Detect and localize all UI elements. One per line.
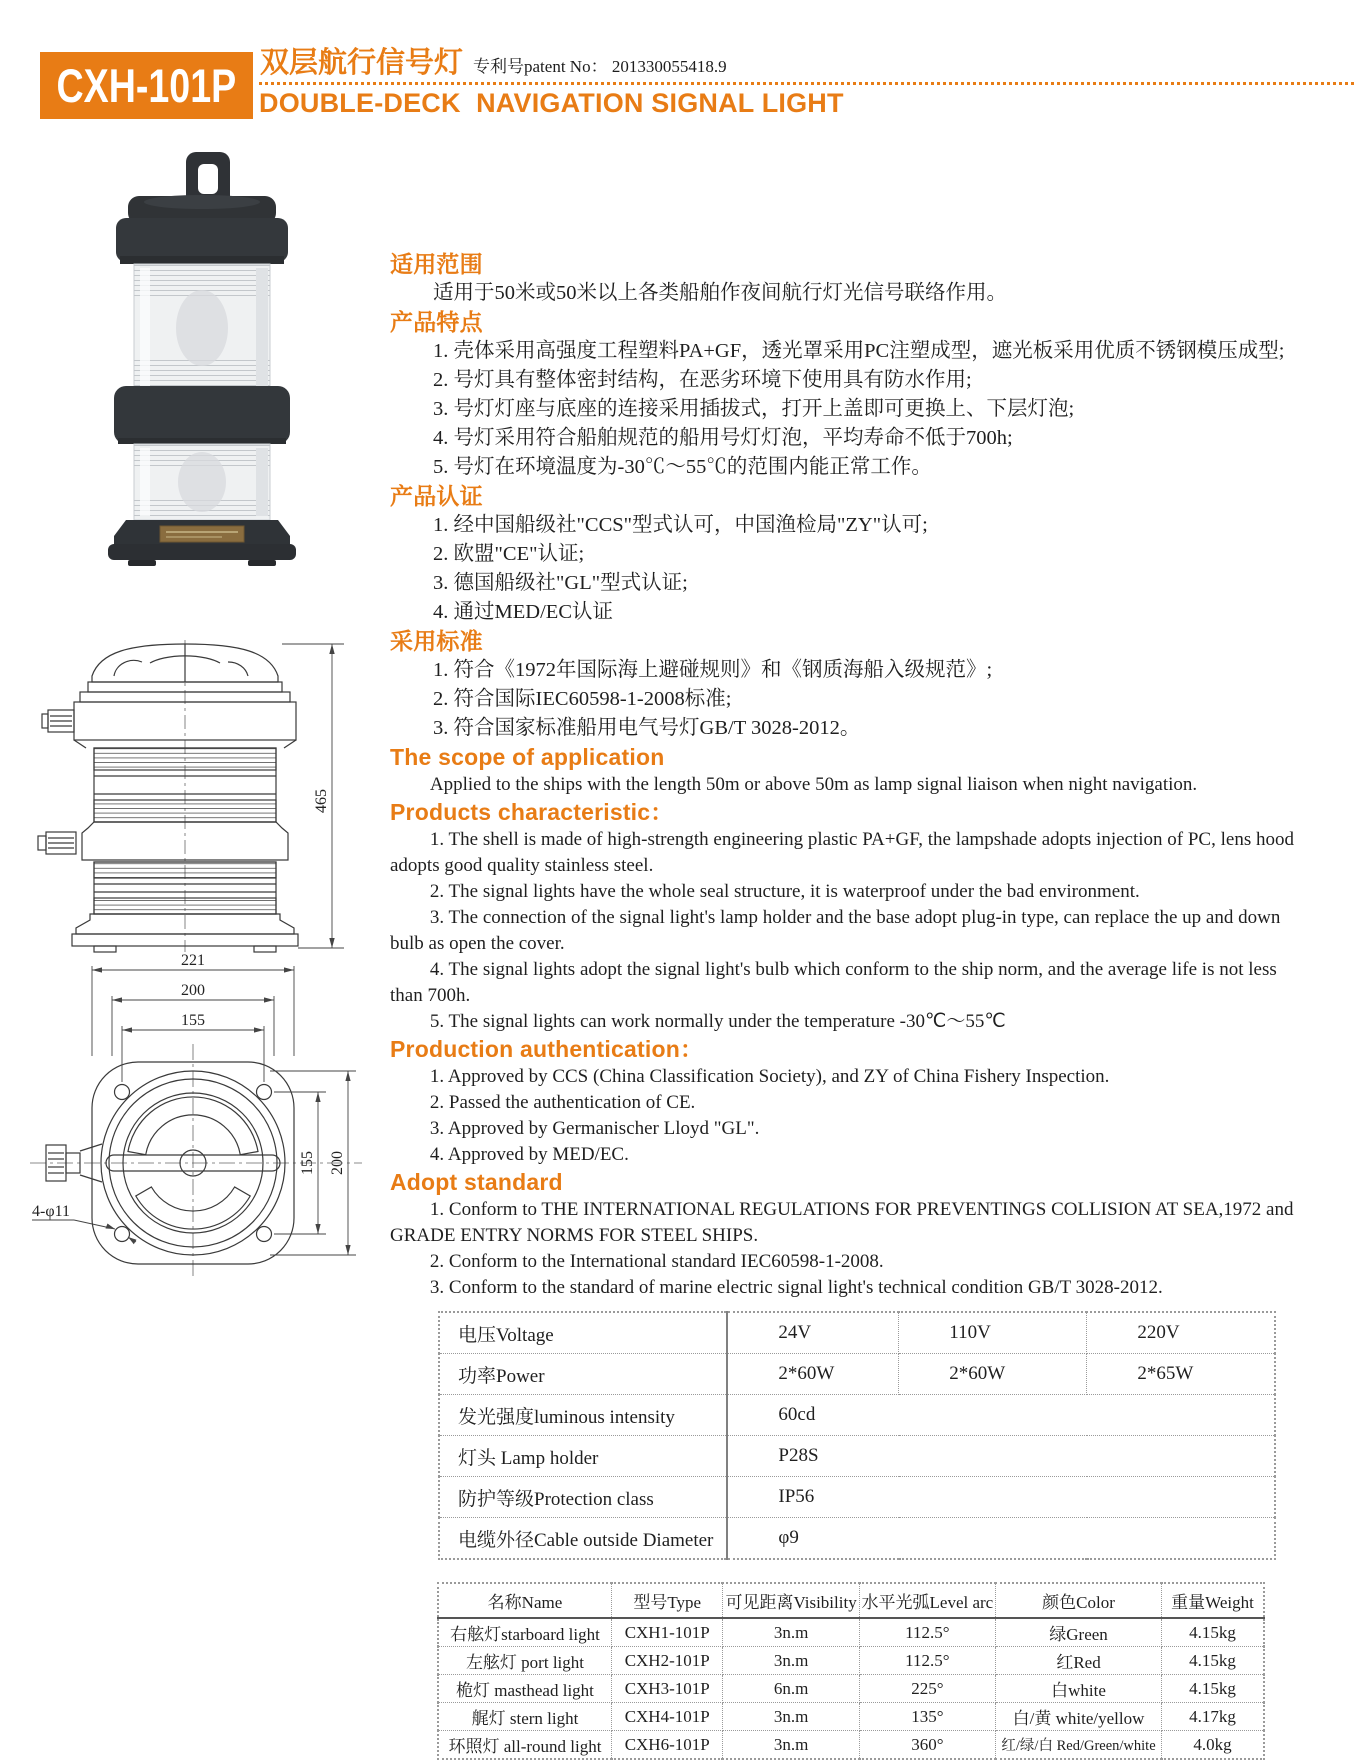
section-heading: Products characteristic： <box>390 799 674 825</box>
section-heading: Adopt standard <box>390 1169 563 1195</box>
spec-value: 2*65W <box>1087 1354 1275 1395</box>
cell-weight: 4.15kg <box>1162 1647 1264 1675</box>
cell-type: CXH2-101P <box>611 1647 723 1675</box>
spec-row-cable-diameter <box>439 1518 1275 1560</box>
column-header: 型号Type <box>611 1583 723 1618</box>
column-header: 名称Name <box>438 1583 611 1618</box>
section-heading: 适用范围 <box>390 251 483 277</box>
brand-model-badge <box>40 52 253 119</box>
paragraph: 适用于50米或50米以上各类船舶作夜间航行灯光信号联络作用。 <box>433 282 1008 304</box>
section-heading: Production authentication： <box>390 1036 704 1062</box>
paragraph: 4. Approved by MED/EC. <box>429 1144 629 1165</box>
photo-lower-lens <box>134 444 270 520</box>
spec-row-luminous-intensity <box>439 1395 1275 1436</box>
paragraph: 3. 号灯灯座与底座的连接采用插拔式，打开上盖即可更换上、下层灯泡; <box>433 398 1075 420</box>
cell-visibility: 3n.m <box>723 1731 859 1760</box>
cell-color: 红Red <box>996 1647 1162 1675</box>
paragraph: 1. Conform to THE INTERNATIONAL REGULATIONS FOR PREVENTINGS COLLISION AT SEA,1972 and GRADE ENTRY NORMS FOR STEEL SHIPS. <box>390 1199 1294 1246</box>
paragraph: 2. 符合国际IEC60598-1-2008标准; <box>433 688 732 710</box>
paragraph: 5. 号灯在环境温度为-30℃～55℃的范围内能正常工作。 <box>433 456 932 478</box>
section-features-cn <box>390 308 1302 482</box>
cell-color: 白/黄 white/yellow <box>996 1703 1162 1731</box>
spec-value: 2*60W <box>727 1354 898 1395</box>
cell-level-arc: 225° <box>859 1675 995 1703</box>
section-features-en <box>390 798 1302 1035</box>
paragraph: 3. Conform to the standard of marine electric signal light's technical condition GB/T 3028-2012. <box>429 1277 1163 1298</box>
side-view-drawing <box>30 636 360 958</box>
column-header: 重量Weight <box>1162 1583 1264 1618</box>
cell-type: CXH4-101P <box>611 1703 723 1731</box>
column-header: 可见距离Visibility <box>723 1583 859 1618</box>
header-title-row <box>260 40 727 81</box>
dim-200v-label: 200 <box>329 1151 346 1175</box>
product-photo <box>62 148 342 566</box>
section-scope-cn <box>390 250 1302 308</box>
section-heading: 产品特点 <box>390 309 483 335</box>
cell-weight: 4.17kg <box>1162 1703 1264 1731</box>
paragraph: 3. Approved by Germanischer Lloyd "GL". <box>429 1118 760 1139</box>
section-scope-en <box>390 743 1302 798</box>
paragraph: 2. 号灯具有整体密封结构，在恶劣环境下使用具有防水作用; <box>433 369 972 391</box>
photo-mid-band <box>114 386 290 444</box>
drawing-mid-flange <box>38 822 288 860</box>
dim-200-label: 200 <box>181 982 205 999</box>
dim-155v-label: 155 <box>299 1151 316 1175</box>
spec-label: 电缆外径Cable outside Diameter <box>439 1518 727 1560</box>
paragraph: 2. The signal lights have the whole seal structure, it is waterproof under the bad environment. <box>429 881 1140 902</box>
paragraph: 1. The shell is made of high-strength engineering plastic PA+GF, the lampshade adopts injection of PC, lens hood adopts good quality stainless steel. <box>390 829 1294 876</box>
section-heading: The scope of application <box>390 744 665 770</box>
spec-value: 2*60W <box>899 1354 1087 1395</box>
model-row-stern <box>438 1703 1264 1731</box>
cell-name: 右舷灯starboard light <box>438 1618 611 1647</box>
spec-row-protection-class <box>439 1477 1275 1518</box>
dotted-divider <box>259 82 1354 85</box>
column-header: 水平光弧Level arc <box>859 1583 995 1618</box>
dim-465-label: 465 <box>313 789 330 813</box>
section-heading: 产品认证 <box>390 483 483 509</box>
cell-name: 环照灯 all-round light <box>438 1731 611 1760</box>
cell-color: 红/绿/白 Red/Green/white <box>996 1731 1162 1760</box>
cell-name: 桅灯 masthead light <box>438 1675 611 1703</box>
top-view-drawing <box>18 948 378 1282</box>
model-row-masthead <box>438 1675 1264 1703</box>
drawing-lower-lens <box>94 862 276 914</box>
cell-weight: 4.15kg <box>1162 1675 1264 1703</box>
paragraph: 3. The connection of the signal light's lamp holder and the base adopt plug-in type, can replace the up and down bulb as open the cover. <box>390 907 1281 954</box>
column-header: 颜色Color <box>996 1583 1162 1618</box>
drawing-guard-cage <box>92 644 278 682</box>
spec-value: 110V <box>899 1312 1087 1354</box>
spec-value: 220V <box>1087 1312 1275 1354</box>
cell-visibility: 3n.m <box>723 1647 859 1675</box>
model-number: CXH-101P <box>56 59 237 112</box>
cell-name: 左舷灯 port light <box>438 1647 611 1675</box>
spec-label: 功率Power <box>439 1354 727 1395</box>
cell-level-arc: 135° <box>859 1703 995 1731</box>
cell-type: CXH1-101P <box>611 1618 723 1647</box>
cell-level-arc: 112.5° <box>859 1647 995 1675</box>
paragraph: 2. Conform to the International standard IEC60598-1-2008. <box>429 1251 884 1272</box>
section-standards-en <box>390 1168 1302 1301</box>
cell-level-arc: 360° <box>859 1731 995 1760</box>
cell-name: 艉灯 stern light <box>438 1703 611 1731</box>
paragraph: 2. Passed the authentication of CE. <box>429 1092 696 1113</box>
spec-row-lamp-holder <box>439 1436 1275 1477</box>
dimension-holes-note <box>32 1203 137 1244</box>
drawing-upper-housing <box>42 702 296 748</box>
model-table-header-row <box>438 1583 1264 1618</box>
spec-label: 发光强度luminous intensity <box>439 1395 727 1436</box>
section-certification-cn <box>390 482 1302 627</box>
spec-value: 60cd <box>727 1395 1275 1436</box>
paragraph: 2. 欧盟"CE"认证; <box>433 543 585 565</box>
content-column <box>390 250 1302 1760</box>
dimension-overall-height <box>282 644 344 948</box>
spec-value: P28S <box>727 1436 1275 1477</box>
cell-type: CXH6-101P <box>611 1731 723 1760</box>
spec-value: 24V <box>727 1312 898 1354</box>
dim-155-label: 155 <box>181 1012 205 1029</box>
holes-note-label: 4-φ11 <box>32 1203 70 1220</box>
cell-color: 绿Green <box>996 1618 1162 1647</box>
cell-color: 白white <box>996 1675 1162 1703</box>
cell-visibility: 3n.m <box>723 1618 859 1647</box>
model-table <box>437 1582 1265 1760</box>
paragraph: 5. The signal lights can work normally under the temperature -30℃～55℃ <box>429 1011 1006 1032</box>
photo-base <box>108 520 296 566</box>
paragraph: 4. 号灯采用符合船舶规范的船用号灯灯泡，平均寿命不低于700h; <box>433 427 1013 449</box>
paragraph: 1. 经中国船级社"CCS"型式认可，中国渔检局"ZY"认可; <box>433 514 928 536</box>
cell-visibility: 6n.m <box>723 1675 859 1703</box>
section-authentication-en <box>390 1035 1302 1168</box>
spec-row-voltage <box>439 1312 1275 1354</box>
dim-221-label: 221 <box>181 952 205 969</box>
model-row-starboard <box>438 1618 1264 1647</box>
paragraph: 4. 通过MED/EC认证 <box>433 601 613 623</box>
paragraph: 4. The signal lights adopt the signal light's bulb which conform to the ship norm, and the average life is not less than 700h. <box>390 959 1277 1006</box>
model-row-port <box>438 1647 1264 1675</box>
spec-row-power <box>439 1354 1275 1395</box>
product-title-cn: 双层航行信号灯 <box>260 47 464 79</box>
spec-value: φ9 <box>727 1518 1275 1560</box>
cell-weight: 4.0kg <box>1162 1731 1264 1760</box>
photo-upper-lens <box>134 264 270 390</box>
paragraph: 3. 符合国家标准船用电气号灯GB/T 3028-2012。 <box>433 717 861 739</box>
spec-label: 灯头 Lamp holder <box>439 1436 727 1477</box>
spec-label: 电压Voltage <box>439 1312 727 1354</box>
photo-nameplate <box>160 526 244 542</box>
section-standards-cn <box>390 627 1302 743</box>
spec-label: 防护等级Protection class <box>439 1477 727 1518</box>
product-title-en: DOUBLE-DECK NAVIGATION SIGNAL LIGHT <box>259 88 844 118</box>
cell-level-arc: 112.5° <box>859 1618 995 1647</box>
paragraph: 1. 符合《1972年国际海上避碰规则》和《钢质海船入级规范》; <box>433 659 993 681</box>
paragraph: 1. Approved by CCS (China Classification Society), and ZY of China Fishery Inspection. <box>429 1066 1110 1087</box>
paragraph: Applied to the ships with the length 50m or above 50m as lamp signal liaison when night navigation. <box>429 774 1198 795</box>
paragraph: 3. 德国船级社"GL"型式认证; <box>433 572 688 594</box>
spec-value: IP56 <box>727 1477 1275 1518</box>
cell-visibility: 3n.m <box>723 1703 859 1731</box>
patent-number: 专利号patent No： 201330055418.9 <box>473 57 727 76</box>
paragraph: 1. 壳体采用高强度工程塑料PA+GF，透光罩采用PC注塑成型，遮光板采用优质不锈钢模压成型; <box>433 340 1285 362</box>
section-heading: 采用标准 <box>390 628 483 654</box>
spec-table <box>438 1311 1276 1560</box>
cell-type: CXH3-101P <box>611 1675 723 1703</box>
cell-weight: 4.15kg <box>1162 1618 1264 1647</box>
